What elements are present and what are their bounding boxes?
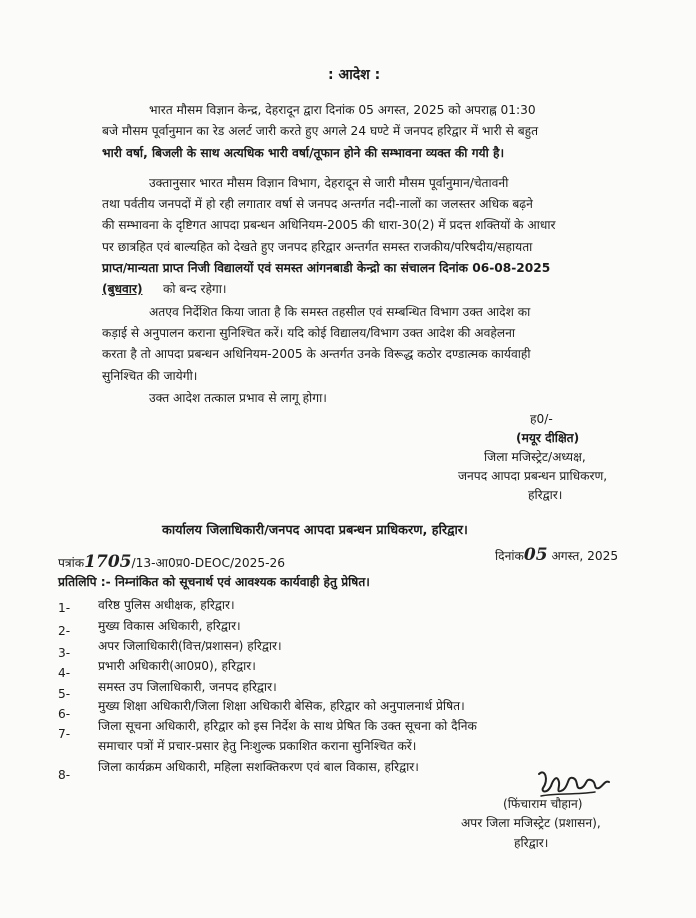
para2-line: की सम्भावना के दृष्टिगत आपदा प्रबन्धन अधिनियम-2005 की धारा-30(2) में प्रदत्त शक्तियों के आधार <box>102 218 556 232</box>
copy-line: प्रतिलिपि :- निम्नांकित को सूचनार्थ एवं आवश्यक कार्यवाही हेतु प्रेषित। <box>58 575 370 589</box>
copy-item: समाचार पत्रों में प्रचार-प्रसार हेतु निःशुल्क प्रकाशित कराना सुनिश्चित करें। <box>98 739 417 753</box>
copy-num: 7- <box>58 727 71 741</box>
copy-item: मुख्य विकास अधिकारी, हरिद्वार। <box>98 619 241 633</box>
para2-line: को बन्द रहेगा। <box>163 282 227 296</box>
copy-item: वरिष्ठ पुलिस अधीक्षक, हरिद्वार। <box>98 598 235 612</box>
signature-mark <box>535 766 613 800</box>
para2-line: प्राप्त/मान्यता प्राप्त निजी विद्यालयों एवं समस्त आंगनबाडी केन्द्रो का संचालन दिनांक 06-08-2025 <box>102 261 551 275</box>
signatory1-designation: जनपद आपदा प्रबन्धन प्राधिकरण, <box>458 469 608 483</box>
copy-num: 6- <box>58 707 71 721</box>
signatory1-name: (मयूर दीक्षित) <box>516 431 580 445</box>
signed-mark: ह0/- <box>530 412 553 426</box>
letter-date <box>495 545 619 565</box>
letter-number <box>58 552 286 572</box>
signatory2-place: हरिद्वार। <box>514 836 549 850</box>
copy-num: 8- <box>58 768 71 782</box>
copy-num: 4- <box>58 666 71 680</box>
copy-num: 5- <box>58 687 71 701</box>
para1-line: भारी वर्षा, बिजली के साथ अत्यधिक भारी वर्षा/तूफान होने की सम्भावना व्यक्त की गयी है। <box>102 146 505 160</box>
copy-num: 3- <box>58 646 71 660</box>
signatory2-designation: अपर जिला मजिस्ट्रेट (प्रशासन), <box>461 816 601 830</box>
copy-item: समस्त उप जिलाधिकारी, जनपद हरिद्वार। <box>98 680 277 694</box>
signatory2-name: (फिंचाराम चौहान) <box>503 797 583 811</box>
para1-line: बजे मौसम पूर्वानुमान का रेड अलर्ट जारी करते हुए अगले 24 घण्टे में जनपद हरिद्वार में भारी से बहुत <box>102 124 539 138</box>
date-handwritten: 05 <box>523 545 548 565</box>
copy-num: 1- <box>58 601 71 615</box>
para3-line: कड़ाई से अनुपालन कराना सुनिश्चित करें। यदि कोई विद्यालय/विभाग उक्त आदेश की अवहेलना <box>102 326 516 340</box>
date-suffix: अगस्त, 2025 <box>551 549 619 563</box>
para3-line: करता है तो आपदा प्रबन्धन अधिनियम-2005 के अन्तर्गत उनके विरूद्ध कठोर दण्डात्मक कार्यवाही <box>102 347 531 361</box>
order-heading: : आदेश : <box>328 67 381 83</box>
para3-line: सुनिश्चित की जायेगी। <box>102 369 198 383</box>
copy-num: 2- <box>58 624 71 638</box>
para2-line: तथा पर्वतीय जनपदों में हो रही लगातार वर्षा से जनपद अन्तर्गत नदी-नालों का जलस्तर अधिक बढ़ने <box>102 197 533 211</box>
para2-day: (बुधवार) <box>102 282 143 296</box>
letter-number-handwritten: 1705 <box>84 552 132 572</box>
signatory1-designation: जिला मजिस्ट्रेट/अध्यक्ष, <box>484 450 586 464</box>
copy-item: जिला कार्यक्रम अधिकारी, महिला सशक्तिकरण एवं बाल विकास, हरिद्वार। <box>98 760 419 774</box>
letter-number-suffix: /13-आ0प्र0-DEOC/2025-26 <box>131 556 286 570</box>
office-title: कार्यालय जिलाधिकारी/जनपद आपदा प्रबन्धन प्राधिकरण, हरिद्वार। <box>162 523 468 538</box>
para1-line: भारत मौसम विज्ञान केन्द्र, देहरादून द्वारा दिनांक 05 अगस्त, 2025 को अपराह्न 01:30 <box>149 103 536 117</box>
para4-line: उक्त आदेश तत्काल प्रभाव से लागू होगा। <box>149 391 327 405</box>
copy-item: जिला सूचना अधिकारी, हरिद्वार को इस निर्देश के साथ प्रेषित कि उक्त सूचना को दैनिक <box>98 719 477 733</box>
letter-number-prefix: पत्रांक <box>58 556 85 570</box>
copy-item: प्रभारी अधिकारी(आ0प्र0), हरिद्वार। <box>98 659 256 673</box>
date-prefix: दिनांक <box>495 549 524 563</box>
para2-line: पर छात्रहित एवं बाल्यहित को देखते हुए जनपद हरिद्वार अन्तर्गत समस्त राजकीय/परिषदीय/सहायता <box>102 240 533 254</box>
signatory1-place: हरिद्वार। <box>528 488 563 502</box>
para2-line: उक्तानुसार भारत मौसम विज्ञान विभाग, देहरादून से जारी मौसम पूर्वानुमान/चेतावनी <box>149 176 509 190</box>
para3-line: अतएव निर्देशित किया जाता है कि समस्त तहसील एवं सम्बन्धित विभाग उक्त आदेश का <box>149 305 531 319</box>
copy-item: अपर जिलाधिकारी(वित्त/प्रशासन) हरिद्वार। <box>98 639 282 653</box>
copy-item: मुख्य शिक्षा अधिकारी/जिला शिक्षा अधिकारी बेसिक, हरिद्वार को अनुपालनार्थ प्रेषित। <box>98 699 465 713</box>
